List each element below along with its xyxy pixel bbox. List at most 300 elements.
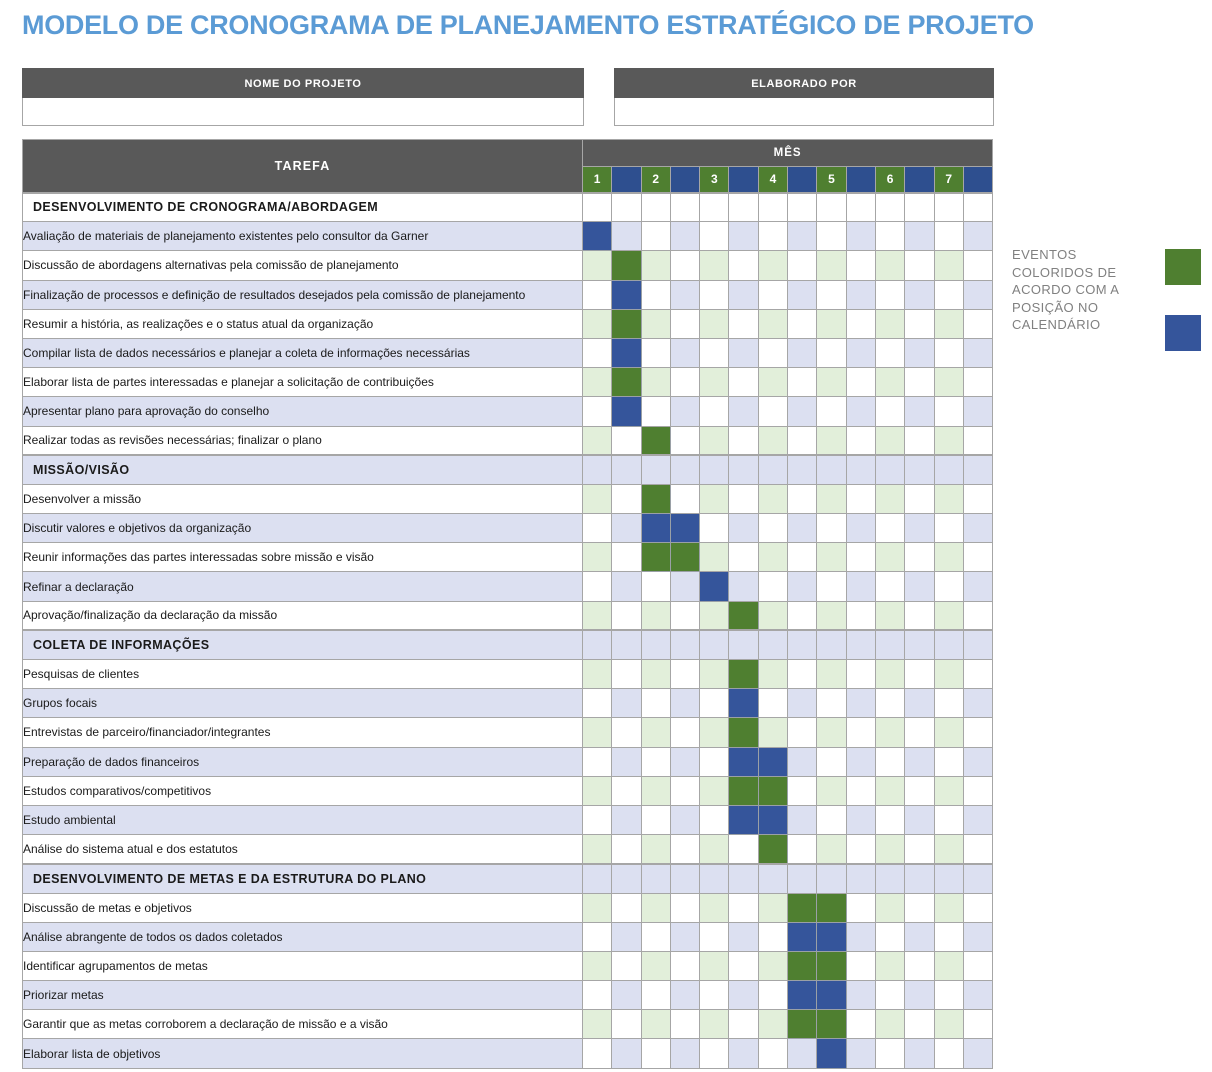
gantt-cell[interactable] bbox=[729, 1010, 758, 1039]
gantt-cell[interactable] bbox=[963, 981, 992, 1010]
gantt-cell[interactable] bbox=[875, 1039, 904, 1068]
gantt-cell[interactable] bbox=[875, 572, 904, 601]
gantt-cell[interactable] bbox=[817, 572, 846, 601]
gantt-cell[interactable] bbox=[641, 776, 670, 805]
gantt-cell[interactable] bbox=[758, 1039, 787, 1068]
gantt-cell[interactable] bbox=[846, 893, 875, 922]
gantt-cell[interactable] bbox=[583, 601, 612, 630]
gantt-bar-cell[interactable] bbox=[612, 338, 641, 367]
gantt-cell[interactable] bbox=[875, 951, 904, 980]
gantt-cell[interactable] bbox=[670, 835, 699, 864]
gantt-cell[interactable] bbox=[641, 864, 670, 893]
gantt-cell[interactable] bbox=[788, 630, 817, 659]
gantt-cell[interactable] bbox=[963, 193, 992, 222]
gantt-cell[interactable] bbox=[846, 514, 875, 543]
gantt-bar-cell[interactable] bbox=[641, 484, 670, 513]
gantt-cell[interactable] bbox=[934, 251, 963, 280]
gantt-cell[interactable] bbox=[641, 280, 670, 309]
gantt-cell[interactable] bbox=[817, 776, 846, 805]
gantt-cell[interactable] bbox=[583, 835, 612, 864]
gantt-cell[interactable] bbox=[670, 397, 699, 426]
gantt-cell[interactable] bbox=[846, 368, 875, 397]
gantt-cell[interactable] bbox=[846, 572, 875, 601]
gantt-cell[interactable] bbox=[700, 397, 729, 426]
gantt-cell[interactable] bbox=[700, 1039, 729, 1068]
gantt-bar-cell[interactable] bbox=[788, 893, 817, 922]
gantt-cell[interactable] bbox=[612, 660, 641, 689]
gantt-bar-cell[interactable] bbox=[670, 543, 699, 572]
gantt-cell[interactable] bbox=[612, 455, 641, 484]
gantt-cell[interactable] bbox=[934, 981, 963, 1010]
gantt-cell[interactable] bbox=[934, 835, 963, 864]
gantt-cell[interactable] bbox=[729, 222, 758, 251]
gantt-cell[interactable] bbox=[700, 514, 729, 543]
gantt-cell[interactable] bbox=[817, 397, 846, 426]
gantt-cell[interactable] bbox=[846, 280, 875, 309]
gantt-cell[interactable] bbox=[641, 601, 670, 630]
gantt-cell[interactable] bbox=[934, 309, 963, 338]
gantt-cell[interactable] bbox=[612, 689, 641, 718]
gantt-cell[interactable] bbox=[641, 572, 670, 601]
gantt-cell[interactable] bbox=[963, 222, 992, 251]
gantt-cell[interactable] bbox=[963, 455, 992, 484]
gantt-cell[interactable] bbox=[963, 514, 992, 543]
gantt-cell[interactable] bbox=[934, 1010, 963, 1039]
gantt-cell[interactable] bbox=[934, 893, 963, 922]
gantt-cell[interactable] bbox=[641, 981, 670, 1010]
gantt-bar-cell[interactable] bbox=[758, 805, 787, 834]
gantt-cell[interactable] bbox=[817, 718, 846, 747]
gantt-cell[interactable] bbox=[963, 1010, 992, 1039]
gantt-cell[interactable] bbox=[670, 280, 699, 309]
gantt-cell[interactable] bbox=[875, 280, 904, 309]
gantt-cell[interactable] bbox=[758, 543, 787, 572]
gantt-cell[interactable] bbox=[963, 776, 992, 805]
gantt-cell[interactable] bbox=[875, 805, 904, 834]
gantt-cell[interactable] bbox=[729, 630, 758, 659]
gantt-cell[interactable] bbox=[583, 397, 612, 426]
gantt-cell[interactable] bbox=[612, 951, 641, 980]
gantt-cell[interactable] bbox=[846, 338, 875, 367]
gantt-cell[interactable] bbox=[875, 368, 904, 397]
gantt-cell[interactable] bbox=[612, 864, 641, 893]
gantt-bar-cell[interactable] bbox=[641, 543, 670, 572]
gantt-cell[interactable] bbox=[905, 747, 934, 776]
gantt-cell[interactable] bbox=[934, 689, 963, 718]
gantt-cell[interactable] bbox=[729, 338, 758, 367]
gantt-cell[interactable] bbox=[729, 455, 758, 484]
gantt-cell[interactable] bbox=[875, 718, 904, 747]
gantt-cell[interactable] bbox=[846, 922, 875, 951]
gantt-cell[interactable] bbox=[875, 689, 904, 718]
gantt-cell[interactable] bbox=[934, 193, 963, 222]
gantt-cell[interactable] bbox=[875, 193, 904, 222]
gantt-cell[interactable] bbox=[905, 368, 934, 397]
gantt-cell[interactable] bbox=[700, 309, 729, 338]
gantt-cell[interactable] bbox=[846, 484, 875, 513]
gantt-bar-cell[interactable] bbox=[817, 893, 846, 922]
gantt-cell[interactable] bbox=[934, 572, 963, 601]
gantt-cell[interactable] bbox=[934, 951, 963, 980]
gantt-cell[interactable] bbox=[875, 397, 904, 426]
gantt-cell[interactable] bbox=[934, 922, 963, 951]
gantt-cell[interactable] bbox=[846, 543, 875, 572]
gantt-cell[interactable] bbox=[670, 660, 699, 689]
gantt-cell[interactable] bbox=[875, 251, 904, 280]
gantt-cell[interactable] bbox=[905, 1010, 934, 1039]
gantt-cell[interactable] bbox=[788, 718, 817, 747]
gantt-cell[interactable] bbox=[583, 543, 612, 572]
gantt-cell[interactable] bbox=[788, 368, 817, 397]
gantt-cell[interactable] bbox=[758, 338, 787, 367]
gantt-cell[interactable] bbox=[817, 514, 846, 543]
gantt-cell[interactable] bbox=[729, 280, 758, 309]
gantt-bar-cell[interactable] bbox=[817, 1010, 846, 1039]
gantt-cell[interactable] bbox=[700, 1010, 729, 1039]
prepared-by-input[interactable] bbox=[614, 98, 994, 126]
gantt-cell[interactable] bbox=[670, 222, 699, 251]
gantt-cell[interactable] bbox=[963, 660, 992, 689]
gantt-cell[interactable] bbox=[641, 193, 670, 222]
gantt-bar-cell[interactable] bbox=[817, 922, 846, 951]
gantt-cell[interactable] bbox=[641, 718, 670, 747]
gantt-cell[interactable] bbox=[788, 251, 817, 280]
gantt-cell[interactable] bbox=[641, 368, 670, 397]
gantt-cell[interactable] bbox=[817, 338, 846, 367]
gantt-cell[interactable] bbox=[875, 1010, 904, 1039]
gantt-cell[interactable] bbox=[817, 805, 846, 834]
gantt-bar-cell[interactable] bbox=[788, 951, 817, 980]
gantt-cell[interactable] bbox=[758, 280, 787, 309]
gantt-bar-cell[interactable] bbox=[612, 280, 641, 309]
gantt-cell[interactable] bbox=[758, 951, 787, 980]
gantt-bar-cell[interactable] bbox=[641, 514, 670, 543]
gantt-cell[interactable] bbox=[846, 222, 875, 251]
gantt-cell[interactable] bbox=[729, 864, 758, 893]
gantt-cell[interactable] bbox=[846, 193, 875, 222]
gantt-cell[interactable] bbox=[583, 572, 612, 601]
gantt-cell[interactable] bbox=[846, 951, 875, 980]
gantt-cell[interactable] bbox=[641, 747, 670, 776]
gantt-bar-cell[interactable] bbox=[788, 922, 817, 951]
gantt-cell[interactable] bbox=[875, 426, 904, 455]
gantt-cell[interactable] bbox=[905, 981, 934, 1010]
gantt-cell[interactable] bbox=[583, 484, 612, 513]
gantt-cell[interactable] bbox=[788, 514, 817, 543]
gantt-cell[interactable] bbox=[670, 193, 699, 222]
gantt-cell[interactable] bbox=[758, 426, 787, 455]
gantt-cell[interactable] bbox=[934, 747, 963, 776]
gantt-cell[interactable] bbox=[934, 368, 963, 397]
gantt-cell[interactable] bbox=[612, 981, 641, 1010]
gantt-cell[interactable] bbox=[758, 193, 787, 222]
gantt-cell[interactable] bbox=[905, 1039, 934, 1068]
gantt-cell[interactable] bbox=[641, 835, 670, 864]
gantt-cell[interactable] bbox=[583, 280, 612, 309]
gantt-bar-cell[interactable] bbox=[670, 514, 699, 543]
gantt-bar-cell[interactable] bbox=[583, 222, 612, 251]
gantt-cell[interactable] bbox=[641, 922, 670, 951]
gantt-cell[interactable] bbox=[817, 835, 846, 864]
gantt-cell[interactable] bbox=[612, 1010, 641, 1039]
gantt-cell[interactable] bbox=[758, 864, 787, 893]
gantt-cell[interactable] bbox=[583, 514, 612, 543]
gantt-cell[interactable] bbox=[583, 951, 612, 980]
gantt-bar-cell[interactable] bbox=[788, 981, 817, 1010]
gantt-cell[interactable] bbox=[641, 1010, 670, 1039]
gantt-bar-cell[interactable] bbox=[729, 776, 758, 805]
gantt-cell[interactable] bbox=[905, 630, 934, 659]
gantt-cell[interactable] bbox=[963, 718, 992, 747]
gantt-cell[interactable] bbox=[963, 689, 992, 718]
gantt-cell[interactable] bbox=[817, 543, 846, 572]
gantt-cell[interactable] bbox=[700, 630, 729, 659]
gantt-cell[interactable] bbox=[670, 251, 699, 280]
gantt-bar-cell[interactable] bbox=[758, 747, 787, 776]
gantt-bar-cell[interactable] bbox=[612, 251, 641, 280]
gantt-bar-cell[interactable] bbox=[788, 1010, 817, 1039]
gantt-cell[interactable] bbox=[612, 805, 641, 834]
gantt-cell[interactable] bbox=[934, 601, 963, 630]
gantt-cell[interactable] bbox=[788, 572, 817, 601]
gantt-cell[interactable] bbox=[700, 660, 729, 689]
gantt-cell[interactable] bbox=[700, 864, 729, 893]
gantt-cell[interactable] bbox=[670, 368, 699, 397]
gantt-cell[interactable] bbox=[583, 893, 612, 922]
gantt-cell[interactable] bbox=[583, 1039, 612, 1068]
gantt-cell[interactable] bbox=[641, 455, 670, 484]
gantt-cell[interactable] bbox=[905, 514, 934, 543]
gantt-cell[interactable] bbox=[758, 222, 787, 251]
gantt-cell[interactable] bbox=[700, 368, 729, 397]
gantt-cell[interactable] bbox=[875, 747, 904, 776]
gantt-cell[interactable] bbox=[963, 397, 992, 426]
gantt-cell[interactable] bbox=[905, 280, 934, 309]
gantt-cell[interactable] bbox=[729, 193, 758, 222]
gantt-cell[interactable] bbox=[846, 981, 875, 1010]
gantt-cell[interactable] bbox=[729, 893, 758, 922]
gantt-bar-cell[interactable] bbox=[612, 368, 641, 397]
gantt-cell[interactable] bbox=[934, 397, 963, 426]
gantt-cell[interactable] bbox=[905, 660, 934, 689]
gantt-cell[interactable] bbox=[700, 776, 729, 805]
gantt-cell[interactable] bbox=[612, 601, 641, 630]
gantt-cell[interactable] bbox=[758, 981, 787, 1010]
gantt-cell[interactable] bbox=[641, 689, 670, 718]
gantt-cell[interactable] bbox=[963, 309, 992, 338]
gantt-cell[interactable] bbox=[729, 484, 758, 513]
gantt-cell[interactable] bbox=[846, 718, 875, 747]
gantt-cell[interactable] bbox=[758, 309, 787, 338]
gantt-cell[interactable] bbox=[963, 835, 992, 864]
gantt-cell[interactable] bbox=[905, 922, 934, 951]
gantt-cell[interactable] bbox=[846, 805, 875, 834]
gantt-bar-cell[interactable] bbox=[729, 747, 758, 776]
gantt-cell[interactable] bbox=[788, 193, 817, 222]
gantt-cell[interactable] bbox=[905, 718, 934, 747]
gantt-cell[interactable] bbox=[641, 251, 670, 280]
gantt-cell[interactable] bbox=[905, 951, 934, 980]
gantt-cell[interactable] bbox=[934, 776, 963, 805]
gantt-cell[interactable] bbox=[846, 1010, 875, 1039]
gantt-cell[interactable] bbox=[641, 951, 670, 980]
gantt-cell[interactable] bbox=[817, 455, 846, 484]
gantt-cell[interactable] bbox=[758, 572, 787, 601]
gantt-cell[interactable] bbox=[612, 543, 641, 572]
gantt-cell[interactable] bbox=[817, 630, 846, 659]
gantt-cell[interactable] bbox=[758, 397, 787, 426]
gantt-cell[interactable] bbox=[670, 747, 699, 776]
gantt-cell[interactable] bbox=[875, 514, 904, 543]
gantt-cell[interactable] bbox=[875, 543, 904, 572]
gantt-cell[interactable] bbox=[641, 630, 670, 659]
gantt-bar-cell[interactable] bbox=[758, 835, 787, 864]
gantt-cell[interactable] bbox=[875, 309, 904, 338]
gantt-cell[interactable] bbox=[817, 222, 846, 251]
gantt-cell[interactable] bbox=[846, 455, 875, 484]
gantt-cell[interactable] bbox=[817, 660, 846, 689]
gantt-cell[interactable] bbox=[641, 222, 670, 251]
gantt-cell[interactable] bbox=[700, 193, 729, 222]
gantt-cell[interactable] bbox=[817, 689, 846, 718]
gantt-cell[interactable] bbox=[700, 718, 729, 747]
gantt-cell[interactable] bbox=[875, 484, 904, 513]
gantt-cell[interactable] bbox=[641, 660, 670, 689]
gantt-cell[interactable] bbox=[700, 222, 729, 251]
gantt-cell[interactable] bbox=[905, 251, 934, 280]
gantt-cell[interactable] bbox=[788, 689, 817, 718]
gantt-cell[interactable] bbox=[875, 776, 904, 805]
gantt-cell[interactable] bbox=[729, 426, 758, 455]
gantt-cell[interactable] bbox=[758, 630, 787, 659]
gantt-cell[interactable] bbox=[905, 601, 934, 630]
gantt-cell[interactable] bbox=[758, 484, 787, 513]
gantt-cell[interactable] bbox=[758, 660, 787, 689]
gantt-cell[interactable] bbox=[729, 572, 758, 601]
gantt-cell[interactable] bbox=[905, 543, 934, 572]
gantt-cell[interactable] bbox=[846, 1039, 875, 1068]
gantt-cell[interactable] bbox=[641, 397, 670, 426]
gantt-cell[interactable] bbox=[788, 660, 817, 689]
gantt-cell[interactable] bbox=[846, 397, 875, 426]
gantt-cell[interactable] bbox=[846, 309, 875, 338]
gantt-cell[interactable] bbox=[846, 776, 875, 805]
gantt-cell[interactable] bbox=[729, 309, 758, 338]
gantt-cell[interactable] bbox=[963, 893, 992, 922]
gantt-cell[interactable] bbox=[875, 864, 904, 893]
gantt-cell[interactable] bbox=[700, 922, 729, 951]
gantt-cell[interactable] bbox=[700, 280, 729, 309]
gantt-cell[interactable] bbox=[934, 222, 963, 251]
gantt-cell[interactable] bbox=[934, 338, 963, 367]
gantt-cell[interactable] bbox=[583, 309, 612, 338]
gantt-cell[interactable] bbox=[963, 630, 992, 659]
gantt-cell[interactable] bbox=[963, 543, 992, 572]
gantt-cell[interactable] bbox=[963, 426, 992, 455]
gantt-bar-cell[interactable] bbox=[641, 426, 670, 455]
gantt-cell[interactable] bbox=[641, 1039, 670, 1068]
gantt-cell[interactable] bbox=[905, 835, 934, 864]
gantt-cell[interactable] bbox=[612, 484, 641, 513]
gantt-cell[interactable] bbox=[963, 484, 992, 513]
gantt-cell[interactable] bbox=[758, 601, 787, 630]
gantt-cell[interactable] bbox=[934, 864, 963, 893]
gantt-cell[interactable] bbox=[670, 893, 699, 922]
gantt-cell[interactable] bbox=[729, 251, 758, 280]
gantt-bar-cell[interactable] bbox=[729, 718, 758, 747]
gantt-cell[interactable] bbox=[788, 455, 817, 484]
gantt-bar-cell[interactable] bbox=[729, 689, 758, 718]
gantt-cell[interactable] bbox=[934, 630, 963, 659]
gantt-cell[interactable] bbox=[934, 514, 963, 543]
gantt-cell[interactable] bbox=[963, 251, 992, 280]
gantt-cell[interactable] bbox=[670, 601, 699, 630]
gantt-cell[interactable] bbox=[934, 718, 963, 747]
gantt-cell[interactable] bbox=[583, 981, 612, 1010]
gantt-cell[interactable] bbox=[612, 922, 641, 951]
gantt-cell[interactable] bbox=[670, 309, 699, 338]
gantt-cell[interactable] bbox=[670, 630, 699, 659]
gantt-cell[interactable] bbox=[583, 864, 612, 893]
gantt-cell[interactable] bbox=[875, 601, 904, 630]
gantt-cell[interactable] bbox=[758, 922, 787, 951]
gantt-cell[interactable] bbox=[700, 689, 729, 718]
gantt-cell[interactable] bbox=[788, 280, 817, 309]
gantt-cell[interactable] bbox=[729, 397, 758, 426]
gantt-cell[interactable] bbox=[729, 543, 758, 572]
gantt-cell[interactable] bbox=[583, 455, 612, 484]
gantt-cell[interactable] bbox=[963, 572, 992, 601]
gantt-cell[interactable] bbox=[583, 805, 612, 834]
gantt-cell[interactable] bbox=[846, 601, 875, 630]
gantt-cell[interactable] bbox=[758, 689, 787, 718]
gantt-cell[interactable] bbox=[758, 251, 787, 280]
gantt-cell[interactable] bbox=[758, 368, 787, 397]
gantt-cell[interactable] bbox=[846, 864, 875, 893]
gantt-cell[interactable] bbox=[641, 338, 670, 367]
gantt-cell[interactable] bbox=[788, 309, 817, 338]
gantt-cell[interactable] bbox=[612, 718, 641, 747]
gantt-cell[interactable] bbox=[934, 660, 963, 689]
gantt-cell[interactable] bbox=[875, 455, 904, 484]
gantt-cell[interactable] bbox=[612, 893, 641, 922]
gantt-cell[interactable] bbox=[905, 805, 934, 834]
gantt-bar-cell[interactable] bbox=[817, 1039, 846, 1068]
gantt-cell[interactable] bbox=[846, 747, 875, 776]
gantt-cell[interactable] bbox=[700, 893, 729, 922]
gantt-bar-cell[interactable] bbox=[612, 309, 641, 338]
gantt-cell[interactable] bbox=[905, 338, 934, 367]
gantt-cell[interactable] bbox=[846, 660, 875, 689]
gantt-cell[interactable] bbox=[729, 951, 758, 980]
gantt-cell[interactable] bbox=[700, 981, 729, 1010]
gantt-cell[interactable] bbox=[700, 484, 729, 513]
gantt-cell[interactable] bbox=[905, 689, 934, 718]
gantt-cell[interactable] bbox=[670, 805, 699, 834]
gantt-cell[interactable] bbox=[846, 251, 875, 280]
gantt-cell[interactable] bbox=[583, 747, 612, 776]
gantt-cell[interactable] bbox=[583, 630, 612, 659]
gantt-cell[interactable] bbox=[612, 572, 641, 601]
gantt-cell[interactable] bbox=[905, 426, 934, 455]
gantt-cell[interactable] bbox=[905, 222, 934, 251]
gantt-cell[interactable] bbox=[612, 222, 641, 251]
gantt-bar-cell[interactable] bbox=[729, 601, 758, 630]
gantt-cell[interactable] bbox=[846, 630, 875, 659]
gantt-cell[interactable] bbox=[670, 426, 699, 455]
gantt-cell[interactable] bbox=[875, 630, 904, 659]
gantt-cell[interactable] bbox=[758, 514, 787, 543]
